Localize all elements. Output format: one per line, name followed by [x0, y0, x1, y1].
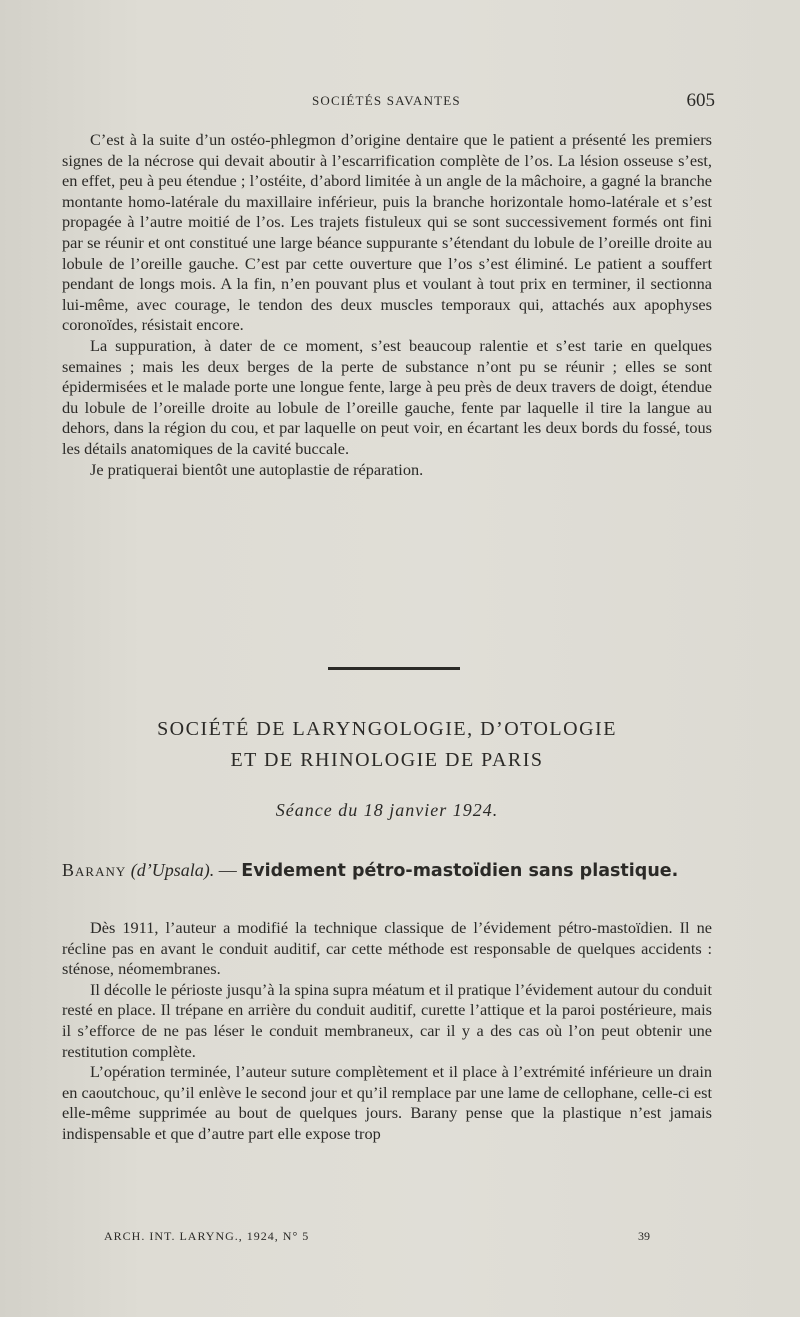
paragraph: La suppuration, à dater de ce moment, s’est beaucoup ralentie et s’est tarie en quelques semaines ; mais les deux berges de la perte de substance n’ont pu se réunir ; elles se sont épidermisées et le malade porte une longue fente, large à peu près de deux travers de doigt, étendue du lobule de l’oreille droite au lobule de l’oreille gauche, fente par laquelle il tire la langue au dehors, dans la région du cou, et par laquelle on peut voir, en écartant les deux bords du fossé, tous les détails anatomiques de la cavité buccale.	[62, 335, 712, 458]
paragraph: Dès 1911, l’auteur a modifié la technique classique de l’évidement pétro-mastoïdien. Il ne récline pas en avant le conduit auditif, car cette méthode est responsable de quelques accidents : sténose, néomembranes.	[62, 918, 712, 979]
page-header	[62, 90, 715, 112]
page-number: 605	[686, 90, 715, 111]
heading-dash: —	[214, 860, 242, 880]
session-date: Séance du 18 janvier 1924.	[275, 800, 499, 820]
paragraph: Je pratiquerai bientôt une autoplastie de réparation.	[90, 459, 424, 479]
journal-reference: ARCH. INT. LARYNG., 1924, N° 5	[104, 1229, 310, 1243]
society-name-line-2: ET DE RHINOLOGIE DE PARIS	[230, 749, 544, 771]
article-author: Barany	[62, 860, 127, 880]
society-name-line-1: SOCIÉTÉ DE LARYNGOLOGIE, D’OTOLOGIE	[157, 718, 617, 740]
section-divider	[328, 667, 460, 670]
article-title: Evidement pétro-mastoïdien sans plastique.	[241, 861, 679, 881]
page-footer	[62, 1229, 712, 1247]
article-heading	[62, 858, 712, 883]
running-title: SOCIÉTÉS SAVANTES	[312, 93, 461, 108]
article-text	[62, 918, 712, 1145]
case-report-text	[62, 130, 712, 480]
paragraph: Il décolle le périoste jusqu’à la spina supra méatum et il pratique l’évidement autour du conduit resté en place. Il trépane en arrière du conduit auditif, curette l’attique et la paroi postérieure, mais il s’efforce de ne pas léser le conduit membraneux, car il y a des cas où l’on peut obtenir une restitution complète.	[62, 979, 712, 1061]
article-author-place: (d’Upsala).	[130, 860, 215, 880]
paragraph: C’est à la suite d’un ostéo-phlegmon d’origine dentaire que le patient a présenté les premiers signes de la nécrose qui devait aboutir à l’escarrification complète de l’os. La lésion osseuse s’est, en effet, peu à peu étendue ; l’ostéite, d’abord limitée à un angle de la mâchoire, a gagné la branche montante homo-latérale du maxillaire inférieur, puis la branche horizontale homo-latérale et s’est propagée à l’autre moitié de l’os. Les trajets fistuleux qui se sont successivement formés ont fini par se réunir et ont constitué une large béance suppurante s’étendant du lobule de l’oreille droite au lobule de l’oreille gauche. C’est par cette ouverture que l’os s’est éliminé. Le patient a souffert pendant de longs mois. A la fin, n’en pouvant plus et voulant à tout prix en terminer, il sectionna lui-même, avec courage, le tendon des deux muscles temporaux qui, attachés aux apophyses coronoïdes, résistait encore.	[62, 130, 712, 335]
paragraph: L’opération terminée, l’auteur suture complètement et il place à l’extrémité inférieure un drain en caoutchouc, qu’il enlève le second jour et qu’il remplace par une lame de cellophane, celle-ci est elle-même supprimée au bout de quelques jours. Barany pense que la plastique n’est jamais indispensable et que d’autre part elle expose trop	[62, 1062, 712, 1143]
signature-mark: 39	[638, 1229, 650, 1243]
